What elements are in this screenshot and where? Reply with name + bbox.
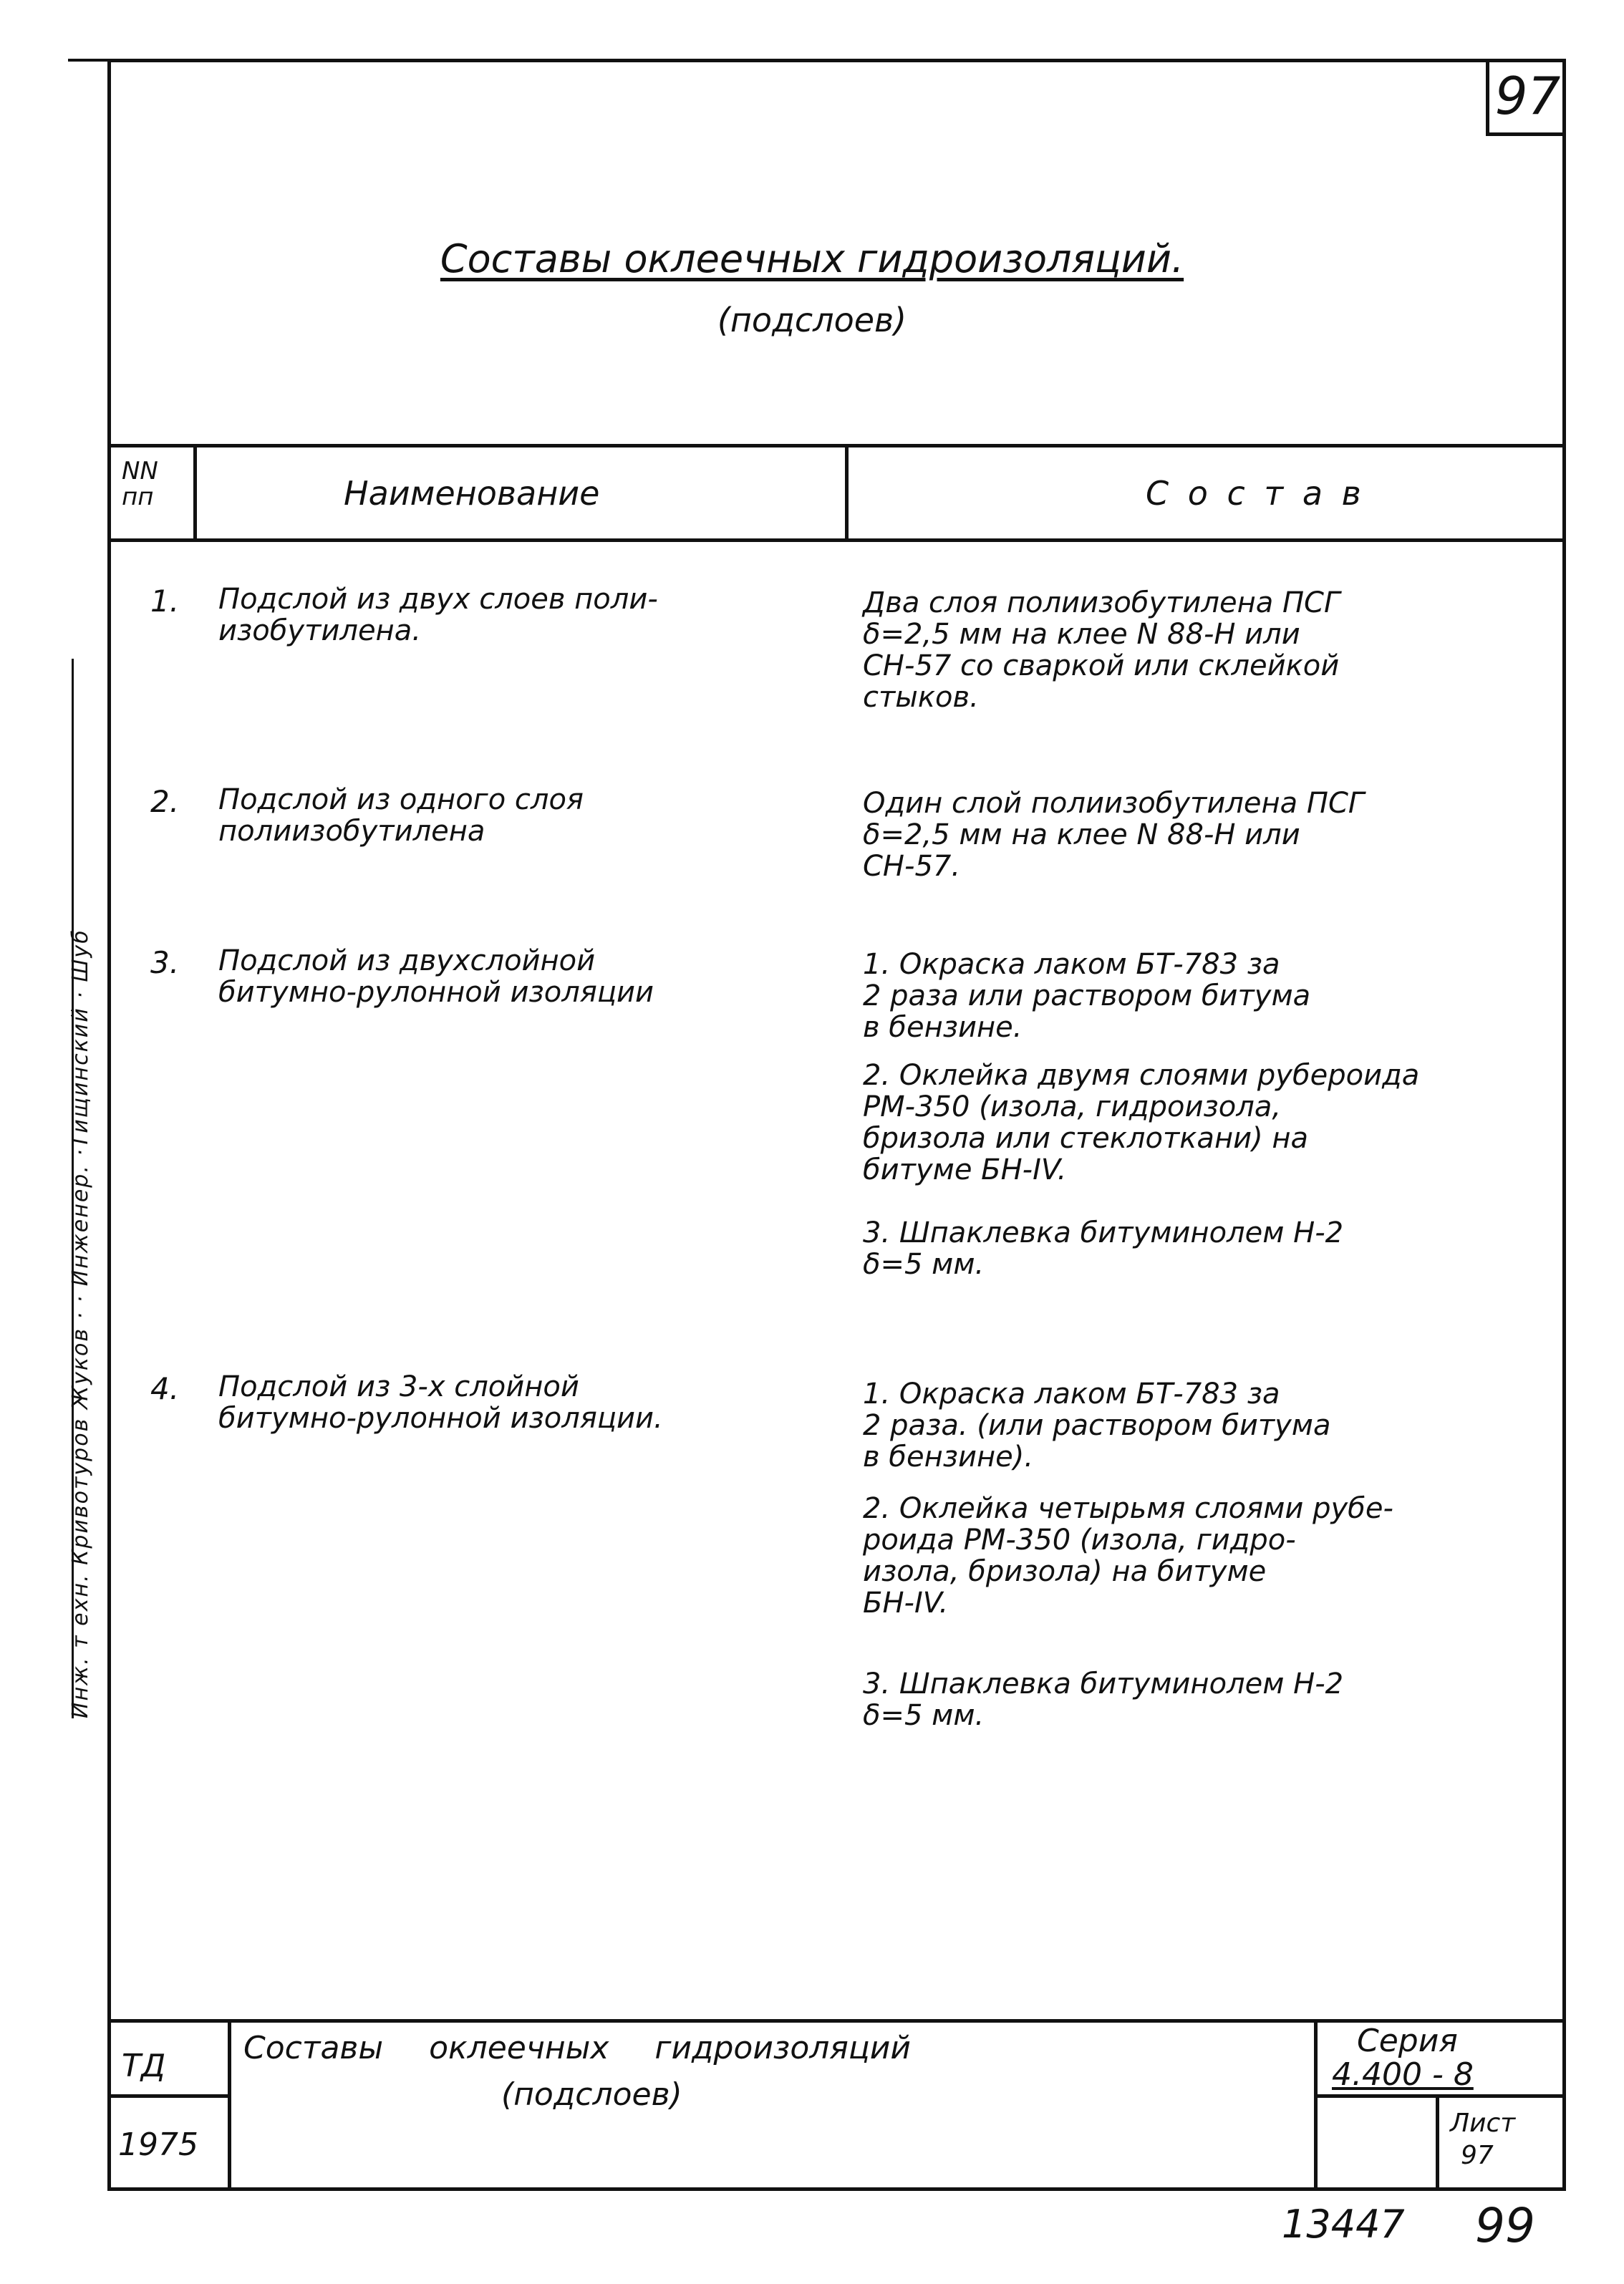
page-subtitle: (подслоев) [717, 301, 907, 339]
stamp-series-label: Серия [1357, 2023, 1458, 2059]
row-composition: Один слой полиизобутилена ПСГ δ=2,5 мм на клее N 88-Н или СН-57. [863, 787, 1365, 883]
stamp-document-name: Составы оклеечных гидроизоляций [243, 2030, 911, 2066]
stamp-sheet-label: Лист [1450, 2109, 1516, 2138]
stamp-sheet-value: 97 [1461, 2141, 1494, 2170]
row-composition-item: 1. Окраска лаком БТ-783 за 2 раза или раствором битума в бензине. [863, 948, 1311, 1044]
row-composition: Два слоя полиизобутилена ПСГ δ=2,5 мм на клее N 88-Н или СН-57 со сваркой или склейкой стыков. [863, 586, 1340, 714]
stamp-mid-line-right [1314, 2094, 1566, 2098]
corner-tick [68, 59, 111, 62]
row-number: 4. [150, 1371, 180, 1406]
stamp-mid-line-left [107, 2094, 229, 2098]
stamp-series-value: 4.400 - 8 [1332, 2056, 1474, 2093]
table-top-line [107, 444, 1566, 447]
row-name: Подслой из двухслойной битумно-рулонной изоляции [218, 944, 654, 1009]
sheet-number: 97 [1486, 59, 1566, 136]
stamp-org: ТД [122, 2048, 166, 2084]
header-num: NN пп [122, 457, 158, 511]
page-number: 99 [1475, 2198, 1535, 2253]
row-number: 2. [150, 784, 180, 819]
stamp-top-line [107, 2019, 1566, 2023]
row-composition-item: 2. Оклейка двумя слоями рубероида РМ-350 (изола, гидроизола, бризола или стеклоткани) на битуме БН-IV. [863, 1059, 1420, 1186]
stamp-divider-1 [228, 2019, 231, 2191]
row-name: Подслой из двух слоев поли- изобутилена. [218, 583, 658, 647]
header-composition: С о с т а в [1146, 474, 1366, 513]
stamp-document-subname: (подслоев) [501, 2076, 682, 2113]
archive-number: 13447 [1282, 2202, 1405, 2247]
row-name: Подслой из одного слоя полиизобутилена [218, 783, 584, 848]
page-title: Составы оклеечных гидроизоляций. [440, 236, 1184, 281]
row-composition-item: 1. Окраска лаком БТ-783 за 2 раза. (или раствором битума в бензине). [863, 1378, 1331, 1474]
stamp-divider-2 [1314, 2019, 1318, 2191]
row-composition-item: 3. Шпаклевка битуминолем Н-2 δ=5 мм. [863, 1216, 1344, 1281]
col-divider-num [193, 444, 197, 542]
row-composition-item: 3. Шпаклевка битуминолем Н-2 δ=5 мм. [863, 1668, 1344, 1732]
sidebar-signatures: Инж. т ехн. Кривотуров Жуков · · Инженер. ·Тищинский · Шуб [68, 929, 93, 1718]
row-number: 3. [150, 945, 180, 980]
col-divider-name [845, 444, 849, 542]
row-number: 1. [150, 584, 180, 619]
stamp-divider-3 [1436, 2094, 1439, 2191]
header-name: Наименование [344, 474, 600, 513]
row-composition-item: 2. Оклейка четырьмя слоями рубе- роида РМ-350 (изола, гидро- изола, бризола) на битуме БН-IV. [863, 1492, 1393, 1620]
stamp-year: 1975 [118, 2126, 198, 2163]
table-header-line [107, 538, 1566, 542]
row-name: Подслой из 3-х слойной битумно-рулонной изоляции. [218, 1370, 663, 1435]
